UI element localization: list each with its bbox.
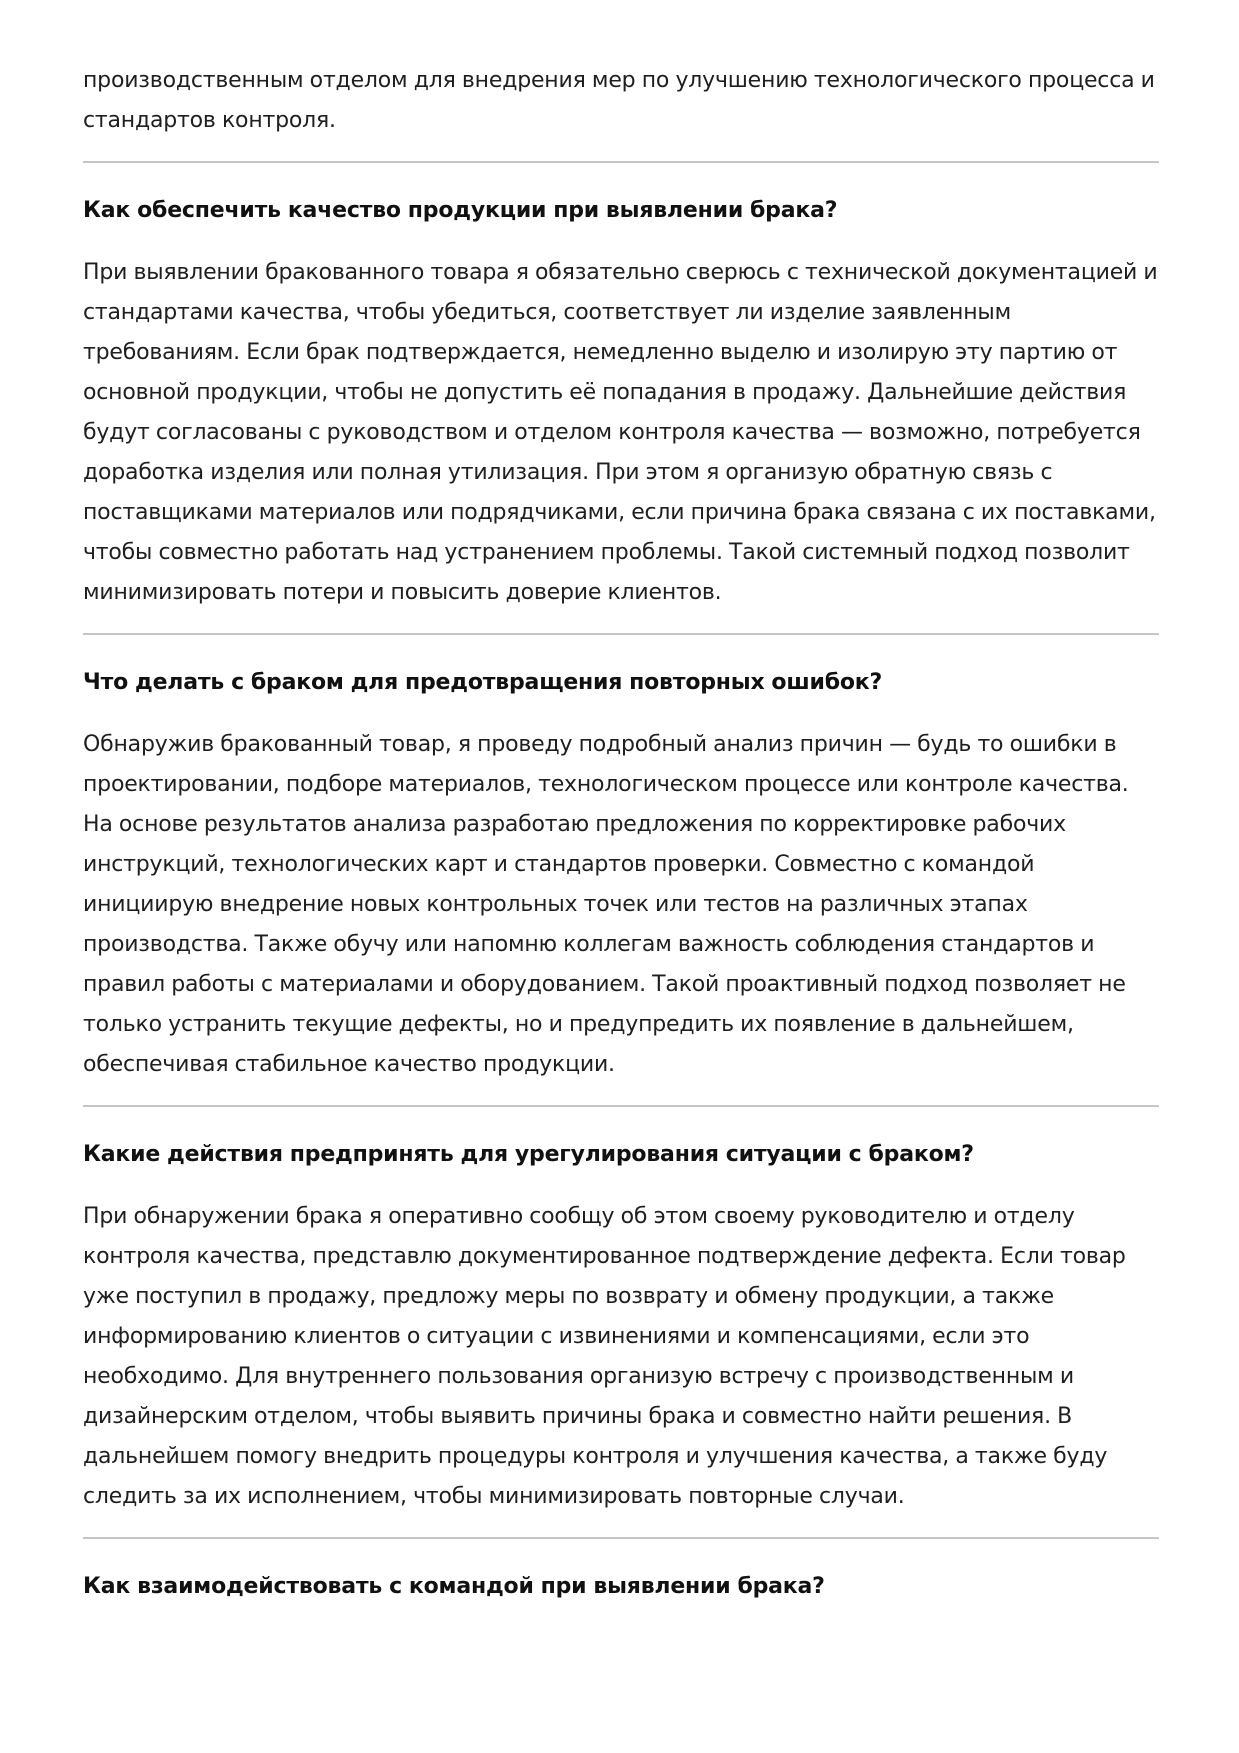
faq-section — [83, 633, 1159, 1085]
section-divider — [83, 633, 1159, 635]
section-divider — [83, 161, 1159, 163]
faq-section — [83, 1105, 1159, 1517]
question-heading: Что делать с браком для предотвращения повторных ошибок? — [83, 670, 883, 695]
section-divider — [83, 1537, 1159, 1539]
question-heading: Как взаимодействовать с командой при выявлении брака? — [83, 1574, 825, 1599]
answer-paragraph: Обнаружив бракованный товар, я проведу подробный анализ причин — будь то ошибки в проектировании, подборе материалов, технологическом процессе или контроле качества. На основе результатов анализа разработаю предложения по корректировке рабочих инструкций, технологических карт и стандартов проверки. Совместно с командой инициирую внедрение новых контрольных точек или тестов на различных этапах производства. Также обучу или напомню коллегам важность соблюдения стандартов и правил работы с материалами и оборудованием. Такой проактивный подход позволяет не только устранить текущие дефекты, но и предупредить их появление в дальнейшем, обеспечивая стабильное качество продукции. — [83, 732, 1129, 1077]
answer-paragraph: При выявлении бракованного товара я обязательно сверюсь с технической документацией и стандартами качества, чтобы убедиться, соответствует ли изделие заявленным требованиям. Если брак подтверждается, немедленно выделю и изолирую эту партию от основной продукции, чтобы не допустить её попадания в продажу. Дальнейшие действия будут согласованы с руководством и отделом контроля качества — возможно, потребуется доработка изделия или полная утилизация. При этом я организую обратную связь с поставщиками материалов или подрядчиками, если причина брака связана с их поставками, чтобы совместно работать над устранением проблемы. Такой системный подход позволит минимизировать потери и повысить доверие клиентов. — [83, 260, 1158, 605]
faq-section — [83, 1537, 1159, 1602]
answer-paragraph: При обнаружении брака я оперативно сообщу об этом своему руководителю и отделу контроля качества, представлю документированное подтверждение дефекта. Если товар уже поступил в продажу, предложу меры по возврату и обмену продукции, а также информированию клиентов о ситуации с извинениями и компенсациями, если это необходимо. Для внутреннего пользования организую встречу с производственным и дизайнерским отделом, чтобы выявить причины брака и совместно найти решения. В дальнейшем помогу внедрить процедуры контроля и улучшения качества, а также буду следить за их исполнением, чтобы минимизировать повторные случаи. — [83, 1204, 1126, 1509]
question-heading: Как обеспечить качество продукции при выявлении брака? — [83, 198, 838, 223]
section-divider — [83, 1105, 1159, 1107]
question-heading: Какие действия предпринять для урегулирования ситуации с браком? — [83, 1142, 974, 1167]
faq-section — [83, 161, 1159, 613]
intro-paragraph: производственным отделом для внедрения мер по улучшению технологического процесса и стандартов контроля. — [83, 68, 1155, 133]
document-page — [83, 0, 1159, 1602]
